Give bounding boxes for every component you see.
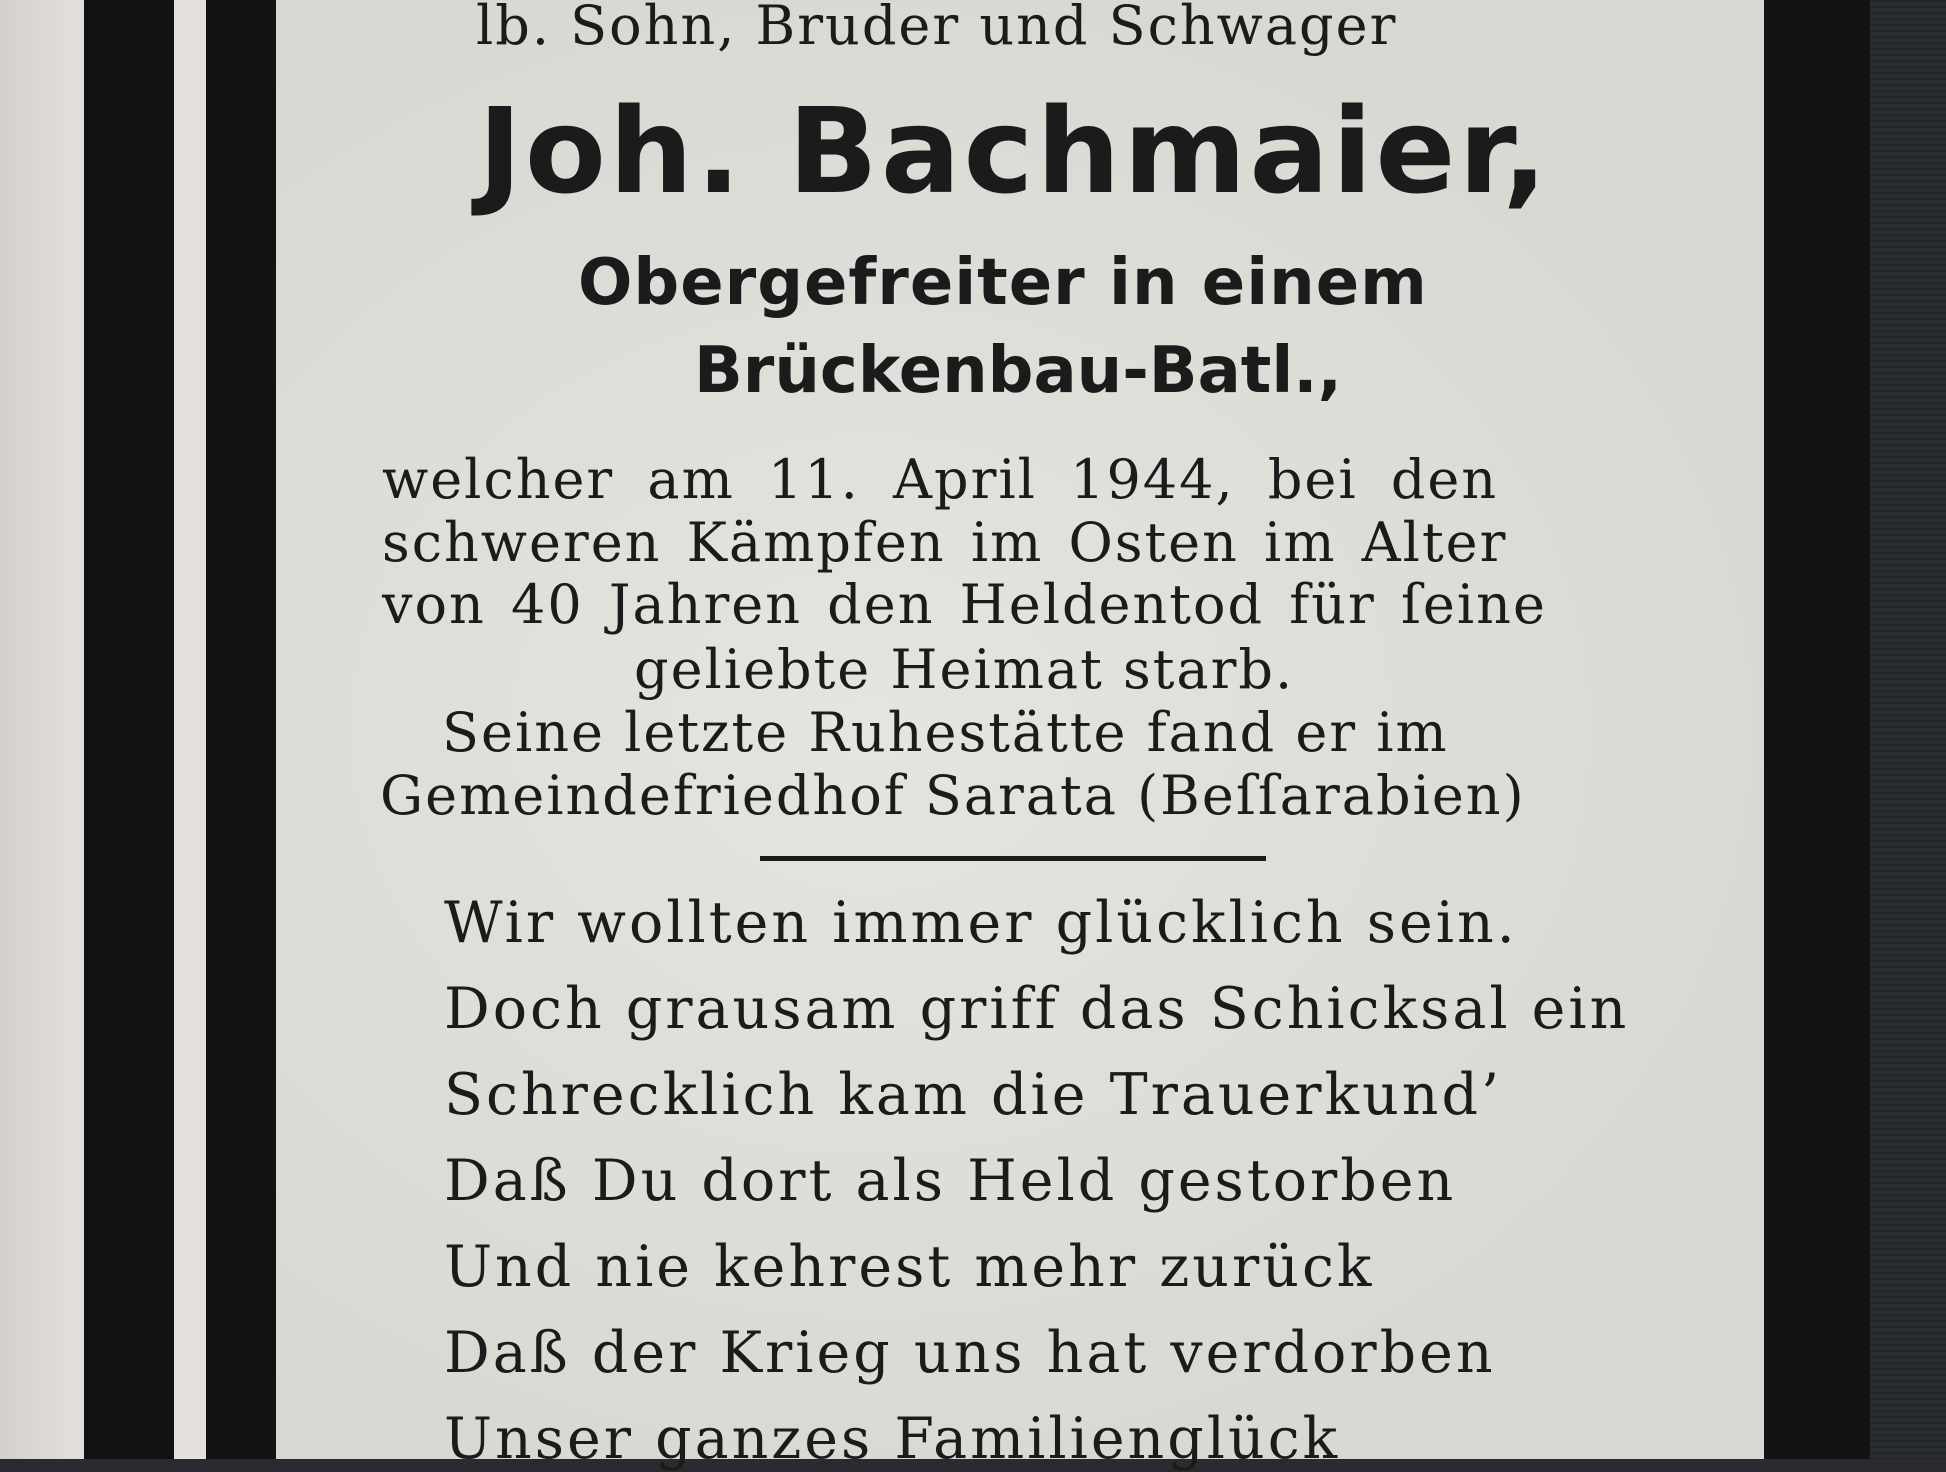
rank-line-1: Obergefreiter in einem — [578, 246, 1428, 320]
poem-line: Wir wollten immer glücklich sein. — [444, 890, 1518, 956]
outer-black-border — [84, 0, 174, 1459]
rank-line-2: Brückenbau-Batl., — [694, 334, 1342, 408]
poem-line: Daß der Krieg uns hat verdorben — [444, 1320, 1496, 1386]
body-line: Seine letzte Ruhestätte fand er im — [442, 701, 1449, 764]
body-line: geliebte Heimat starb. — [634, 638, 1295, 701]
inner-black-border — [206, 0, 276, 1459]
right-fabric-edge — [1870, 0, 1946, 1459]
poem-line: Doch grausam griff das Schicksal ein — [444, 976, 1630, 1042]
body-line: Gemeindefriedhof Sarata (Beſſarabien) — [380, 764, 1526, 827]
intro-line: lb. Sohn, Bruder und Schwager — [476, 0, 1398, 57]
body-line: schweren Kämpfen im Osten im Alter — [382, 511, 1508, 574]
poem-line: Und nie kehrest mehr zurück — [444, 1234, 1375, 1300]
poem-line: Schrecklich kam die Trauerkund’ — [444, 1062, 1503, 1128]
body-line: welcher am 11. April 1944, bei den — [382, 448, 1499, 511]
deceased-name: Joh. Bachmaier, — [478, 82, 1551, 220]
body-line: von 40 Jahren den Heldentod für ſeine — [382, 573, 1547, 636]
poem-line: Daß Du dort als Held gestorben — [444, 1148, 1457, 1214]
right-black-border — [1764, 0, 1870, 1459]
divider-rule — [760, 856, 1266, 861]
poem-line: Unser ganzes Familienglück — [444, 1406, 1341, 1472]
inner-paper-strip — [174, 0, 206, 1459]
